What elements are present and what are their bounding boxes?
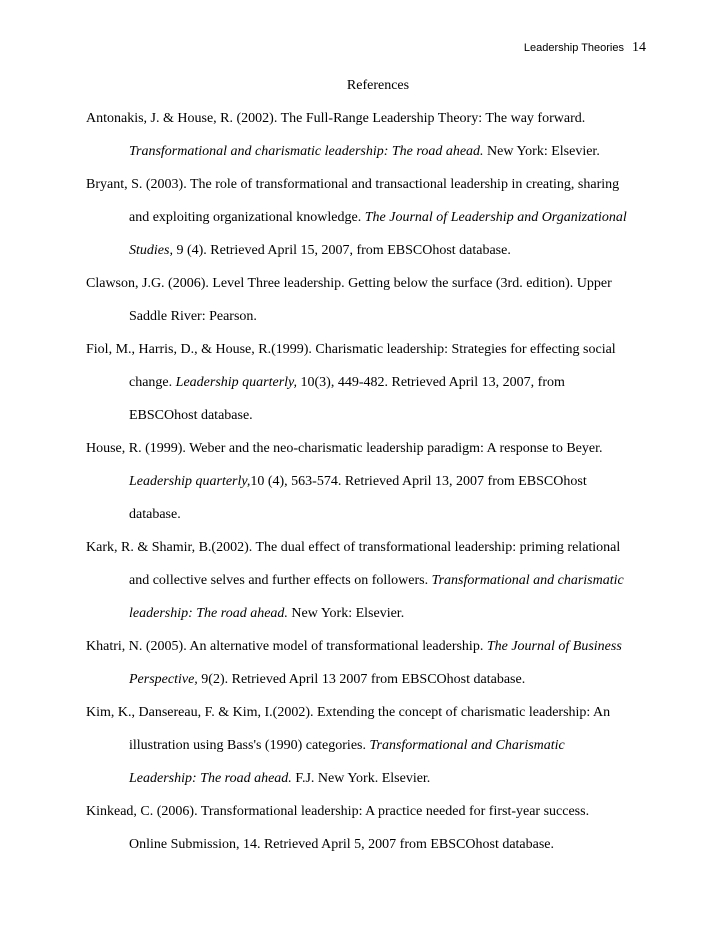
reference-entry — [86, 705, 646, 804]
text-segment: 10(3), 449-482. Retrieved April 13, 2007, from — [297, 375, 565, 390]
text-segment: Fiol, M., Harris, D., & House, R.(1999). Charismatic leadership: Strategies for effecting social — [86, 342, 616, 357]
text-segment: Khatri, N. (2005). An alternative model of transformational leadership. — [86, 639, 487, 654]
text-segment: and exploiting organizational knowledge. — [129, 210, 365, 225]
italic-segment: Transformational and Charismatic — [369, 738, 565, 753]
reference-entry — [86, 111, 646, 177]
reference-line — [86, 639, 646, 672]
text-segment: House, R. (1999). Weber and the neo-charismatic leadership paradigm: A response to Beyer. — [86, 441, 603, 456]
reference-line — [86, 837, 646, 870]
italic-segment: The Journal of Leadership and Organizational — [364, 210, 627, 225]
reference-line — [86, 606, 646, 639]
reference-line — [86, 111, 646, 144]
reference-line — [86, 144, 646, 177]
italic-segment: Leadership quarterly, — [175, 375, 297, 390]
reference-line — [86, 738, 646, 771]
italic-segment: Perspective, — [129, 672, 198, 687]
text-segment: Saddle River: Pearson. — [129, 309, 257, 324]
text-segment: illustration using Bass's (1990) categories. — [129, 738, 370, 753]
running-head: Leadership Theories — [523, 42, 624, 54]
reference-line — [86, 573, 646, 606]
reference-line — [86, 705, 646, 738]
italic-segment: Transformational and charismatic — [431, 573, 624, 588]
reference-entry — [86, 804, 646, 870]
text-segment: New York: Elsevier. — [483, 144, 600, 159]
italic-segment: leadership: The road ahead. — [129, 606, 288, 621]
reference-line — [86, 771, 646, 804]
text-segment: EBSCOhost database. — [129, 408, 253, 423]
reference-entry — [86, 441, 646, 540]
italic-segment: Leadership quarterly, — [129, 474, 251, 489]
text-segment: Kark, R. & Shamir, B.(2002). The dual effect of transformational leadership: priming relational — [86, 540, 621, 555]
text-segment: Bryant, S. (2003). The role of transformational and transactional leadership in creating, sharing — [86, 177, 620, 192]
reference-line — [86, 342, 646, 375]
reference-list — [86, 111, 646, 870]
text-segment: F.J. New York. Elsevier. — [291, 771, 431, 786]
page-header — [524, 40, 646, 56]
reference-line — [86, 474, 646, 507]
text-segment: change. — [129, 375, 176, 390]
text-segment: and collective selves and further effects on followers. — [129, 573, 432, 588]
page-number: 14 — [632, 40, 646, 55]
text-segment: Kinkead, C. (2006). Transformational leadership: A practice needed for first-year success. — [86, 804, 590, 819]
reference-line — [86, 210, 646, 243]
italic-segment: The Journal of Business — [486, 639, 622, 654]
reference-line — [86, 375, 646, 408]
reference-entry — [86, 177, 646, 276]
reference-entry — [86, 540, 646, 639]
reference-line — [86, 441, 646, 474]
reference-line — [86, 672, 646, 705]
text-segment: 9 (4). Retrieved April 15, 2007, from EBSCOhost database. — [172, 243, 511, 258]
references-title: References — [346, 78, 410, 93]
reference-entry — [86, 342, 646, 441]
text-segment: 9(2). Retrieved April 13 2007 from EBSCOhost database. — [197, 672, 526, 687]
text-segment: Clawson, J.G. (2006). Level Three leadership. Getting below the surface (3rd. edition). Upper — [86, 276, 612, 291]
text-segment: database. — [129, 507, 181, 522]
text-segment: Online Submission, 14. Retrieved April 5, 2007 from EBSCOhost database. — [129, 837, 555, 852]
reference-line — [86, 243, 646, 276]
italic-segment: Transformational and charismatic leadership: The road ahead. — [129, 144, 484, 159]
text-segment: Kim, K., Dansereau, F. & Kim, I.(2002). Extending the concept of charismatic leadership: An — [86, 705, 611, 720]
italic-segment: Leadership: The road ahead. — [129, 771, 292, 786]
text-segment: 10 (4), 563-574. Retrieved April 13, 2007 from EBSCOhost — [250, 474, 587, 489]
reference-line — [86, 507, 646, 540]
reference-line — [86, 804, 646, 837]
italic-segment: Studies, — [129, 243, 173, 258]
reference-line — [86, 540, 646, 573]
reference-line — [86, 408, 646, 441]
reference-line — [86, 276, 646, 309]
reference-line — [86, 309, 646, 342]
text-segment: New York: Elsevier. — [287, 606, 405, 621]
reference-entry — [86, 276, 646, 342]
text-segment: Antonakis, J. & House, R. (2002). The Full-Range Leadership Theory: The way forward. — [86, 111, 586, 126]
reference-entry — [86, 639, 646, 705]
reference-line — [86, 177, 646, 210]
